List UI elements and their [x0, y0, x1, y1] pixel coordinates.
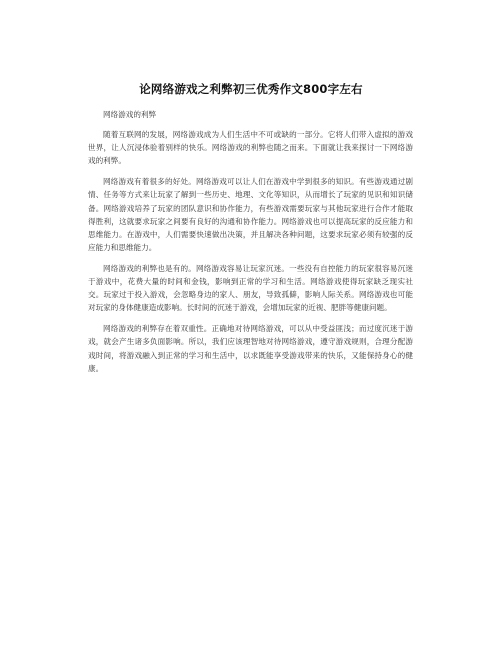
document-body: [88, 108, 413, 375]
paragraph-advantages: 网络游戏有着很多的好处。网络游戏可以让人们在游戏中学到很多的知识。有些游戏通过剧情、任务等方式来让玩家了解到一些历史、地理、文化等知识，从而增长了玩家的见识和知识储备。网络游戏培养了玩家的团队意识和协作能力，有些游戏需要玩家与其他玩家进行合作才能取得胜利，这就要求玩家之间要有良好的沟通和协作能力。网络游戏也可以提高玩家的反应能力和思维能力。在游戏中，人们需要快速做出决策，并且解决各种问题，这要求玩家必须有较强的反应能力和思维能力。: [88, 177, 413, 252]
section-subheading: 网络游戏的利弊: [103, 110, 157, 119]
paragraph-intro: 随着互联网的发展，网络游戏成为人们生活中不可或缺的一部分。它将人们带入虚拟的游戏世界，让人沉浸体验着别样的快乐。网络游戏的利弊也随之而来。下面就让我来探讨一下网络游戏的利弊。: [88, 130, 413, 166]
paragraph-disadvantages: 网络游戏的利弊也是有的。网络游戏容易让玩家沉迷。一些没有自控能力的玩家很容易沉迷于游戏中，花费大量的时间和金钱，影响到正常的学习和生活。网络游戏使得玩家缺乏现实社交。玩家过于投入游戏，会忽略身边的家人、朋友，导致孤僻，影响人际关系。网络游戏也可能对玩家的身体健康造成影响。长时间的沉迷于游戏，会增加玩家的近视、肥胖等健康问题。: [88, 263, 413, 313]
document-title: 论网络游戏之利弊初三优秀作文800字左右: [139, 82, 363, 96]
paragraph-conclusion: 网络游戏的利弊存在着双重性。正确地对待网络游戏，可以从中受益匪浅；而过度沉迷于游戏，就会产生诸多负面影响。所以，我们应该理智地对待网络游戏，遵守游戏规则，合理分配游戏时间，将游戏融入到正常的学习和生活中，以求既能享受游戏带来的快乐，又能保持身心的健康。: [88, 324, 413, 373]
